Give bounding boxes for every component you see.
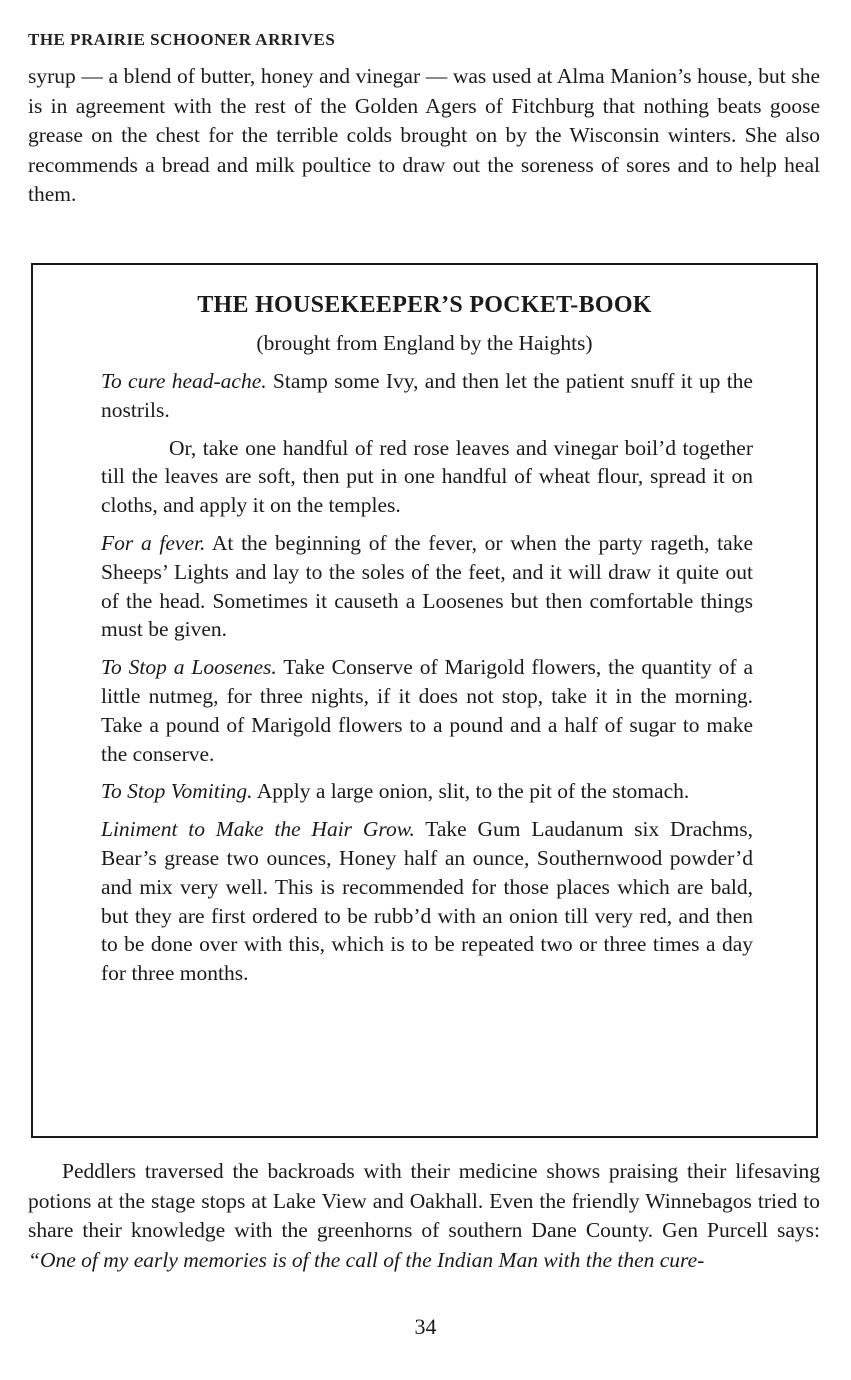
entry-heading: For a fever. (101, 530, 206, 555)
entry-heading: To Stop Vomiting. (101, 779, 253, 804)
body-paragraph-bottom (28, 1157, 820, 1275)
entry-vomiting (101, 777, 753, 806)
body-paragraph-top: syrup — a blend of butter, honey and vinegar — was used at Alma Manion’s house, but she is in agreement with the rest of the Golden Agers of Fitchburg that nothing beats goose grease on the chest for the terrible colds brought on by the Wisconsin winters. She also recommends a bread and milk poultice to draw out the soreness of sores and to help heal them. (28, 64, 820, 207)
entry-text: Apply a large onion, slit, to the pit of the stomach. (252, 779, 690, 804)
entry-text: Stamp some Ivy, and then let the patient snuff it up the nostrils. (101, 369, 753, 422)
page-number: 34 (414, 1314, 437, 1339)
box-title: THE HOUSEKEEPER’S POCKET-BOOK (197, 292, 652, 318)
box-subtitle: (brought from England by the Haights) (256, 331, 593, 355)
entry-text: Take Gum Laudanum six Drachms, Bear’s grease two ounces, Honey half an ounce, Southernwood powder’d and mix very well. This is recommended for those places which are bald, but they are first ordered to be rubb’d with an onion till very red, and then to be done over with this, which is to be repeated two or three times a day for three months. (101, 817, 753, 986)
paragraph-quote: “One of my early memories is of the call of the Indian Man with the then cure- (28, 1247, 705, 1272)
entry-hair-liniment (101, 815, 753, 988)
entry-text: Take Conserve of Marigold flowers, the quantity of a little nutmeg, for three nights, if it does not stop, take it in the morning. Take a pound of Marigold flowers to a pound and a half of sugar to make the conserve. (101, 655, 754, 766)
entry-headache (101, 367, 753, 425)
paragraph-text: Peddlers traversed the backroads with their medicine shows praising their lifesaving potions at the stage stops at Lake View and Oakhall. Even the friendly Winnebagos tried to share their knowledge with the greenhorns of southern Dane County. Gen Purcell says: (28, 1159, 820, 1243)
entry-heading: To Stop a Loosenes. (101, 655, 277, 680)
entry-fever (101, 529, 753, 644)
running-head: THE PRAIRIE SCHOONER ARRIVES (28, 30, 336, 49)
entry-text: At the beginning of the fever, or when the party rageth, take Sheeps’ Lights and lay to the soles of the feet, and it will draw it quite out of the head. Sometimes it causeth a Loosenes but then comfortable things must be given. (101, 530, 753, 642)
entry-heading: Liniment to Make the Hair Grow. (101, 817, 415, 842)
box-body (101, 367, 753, 997)
entry-loosenes (101, 653, 753, 768)
entry-headache-alt (101, 434, 753, 520)
entry-text: Or, take one handful of red rose leaves and vinegar boil’d together till the leaves are soft, then put in one handful of wheat flour, spread it on cloths, and apply it on the temples. (101, 435, 753, 518)
sidebar-box (31, 263, 818, 1138)
entry-heading: To cure head-ache. (101, 369, 267, 393)
